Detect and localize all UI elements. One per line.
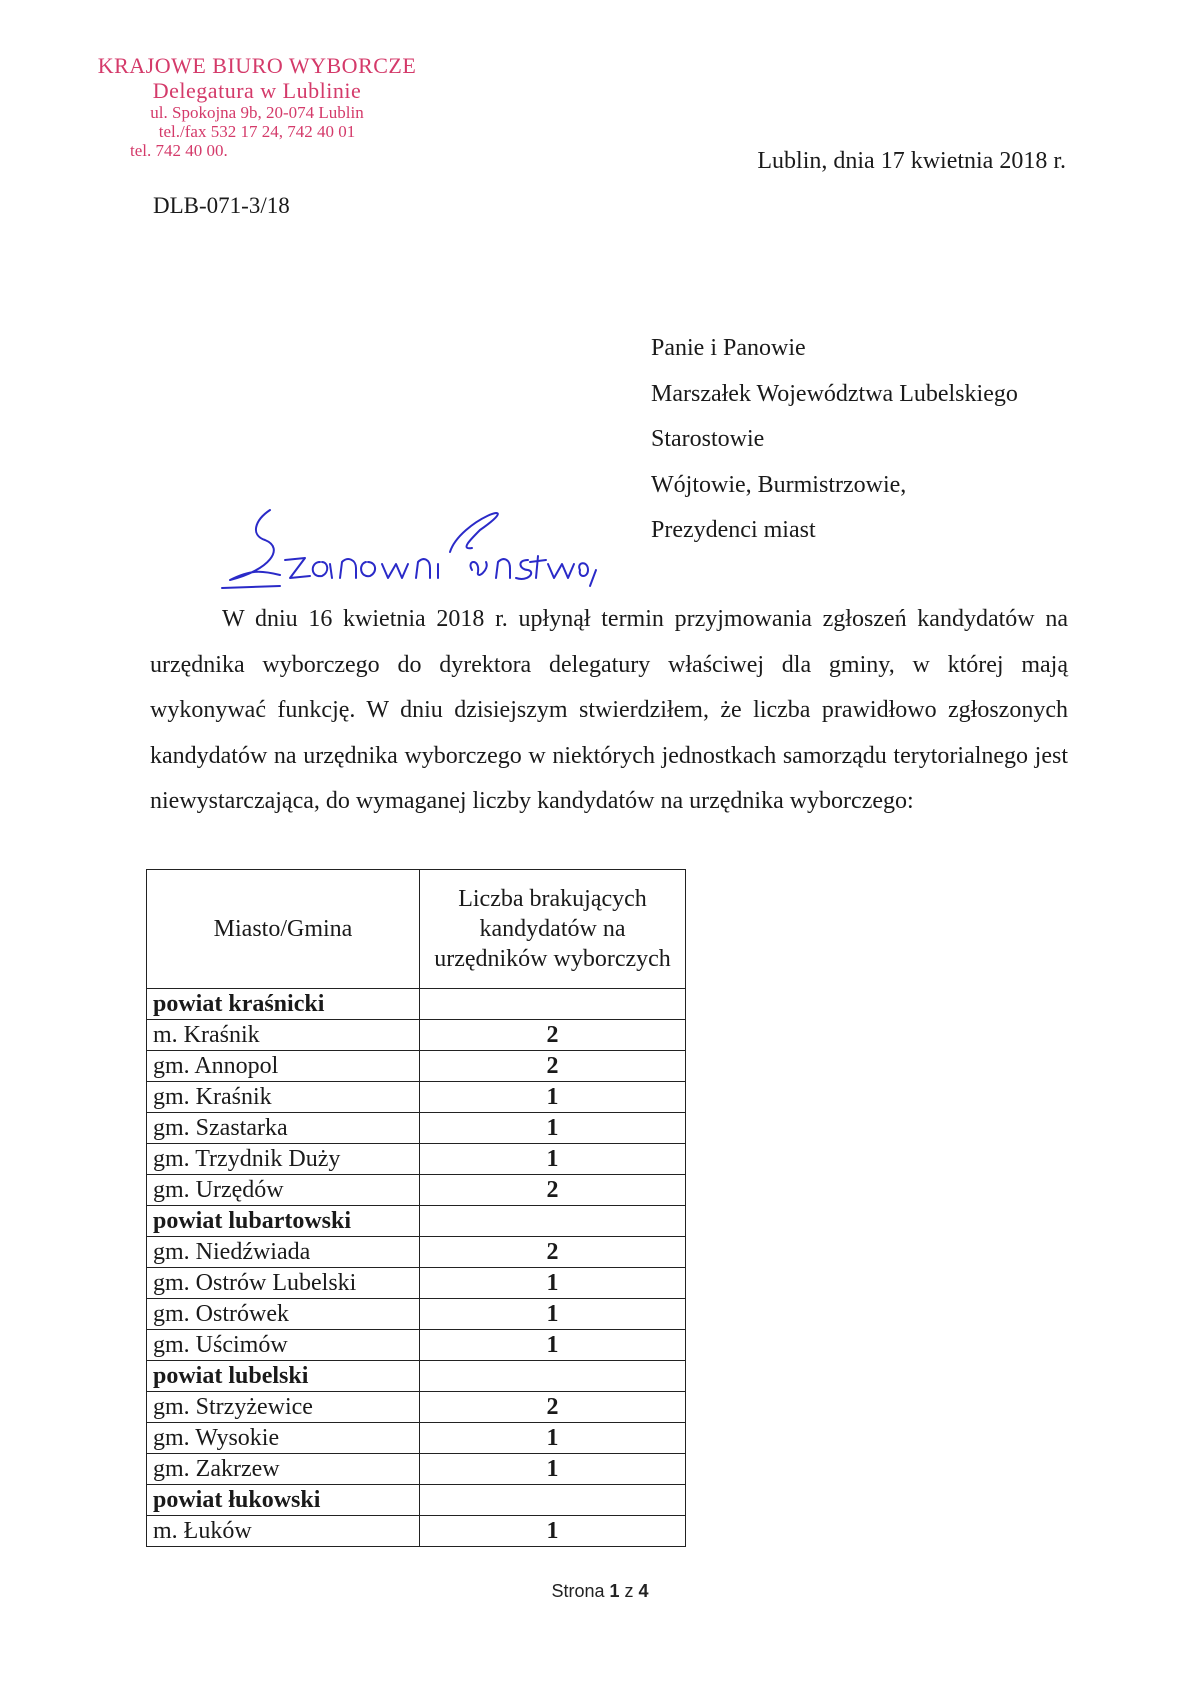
table-row [147,1144,686,1175]
table-row [147,1237,686,1268]
county-name: powiat lubelski [147,1361,420,1392]
table-row [147,1051,686,1082]
stamp-line-4: tel./fax 532 17 24, 742 40 01 [158,122,356,142]
stamp-line-3: ul. Spokojna 9b, 20-074 Lublin [150,103,364,123]
stamp-line-5: tel. 742 40 00. [130,141,228,161]
stamp-line-2: Delegatura w Lublinie [152,77,362,103]
missing-count: 1 [420,1113,686,1144]
missing-count [420,989,686,1020]
footer-total: 4 [638,1581,649,1601]
county-name: powiat kraśnicki [147,989,420,1020]
table-row [147,1454,686,1485]
table-group-row [147,1206,686,1237]
municipality-name: gm. Szastarka [147,1113,420,1144]
municipality-name: gm. Kraśnik [147,1082,420,1113]
table-row [147,1113,686,1144]
table-row [147,1330,686,1361]
municipality-name: gm. Ostrówek [147,1299,420,1330]
county-name: powiat łukowski [147,1485,420,1516]
missing-count: 1 [420,1082,686,1113]
table-group-row [147,1361,686,1392]
handwritten-greeting [210,500,600,600]
table-row [147,1175,686,1206]
missing-count: 2 [420,1392,686,1423]
missing-count: 1 [420,1516,686,1547]
table-body [147,989,686,1547]
table-row [147,1268,686,1299]
municipality-name: gm. Zakrzew [147,1454,420,1485]
recipient-line: Panie i Panowie [651,335,806,361]
footer-page: 1 [609,1581,620,1601]
candidates-table [146,869,686,1547]
table-group-row [147,989,686,1020]
table-row [147,1082,686,1113]
table-group-row [147,1485,686,1516]
body-paragraph [150,597,1068,825]
office-stamp [92,54,422,160]
recipient-line: Wójtowie, Burmistrzowie, [651,471,907,498]
table-header-row [147,870,686,989]
date-line: Lublin, dnia 17 kwietnia 2018 r. [757,148,1066,174]
table-row [147,1423,686,1454]
municipality-name: gm. Trzydnik Duży [147,1144,420,1175]
footer-word: Strona [551,1581,605,1601]
missing-count: 2 [420,1237,686,1268]
missing-count: 2 [420,1020,686,1051]
missing-count: 1 [420,1423,686,1454]
municipality-name: gm. Uścimów [147,1330,420,1361]
recipient-line: Prezydenci miast [651,517,816,543]
municipality-name: gm. Urzędów [147,1175,420,1206]
stamp-line-1: KRAJOWE BIURO WYBORCZE [97,53,417,78]
municipality-name: gm. Strzyżewice [147,1392,420,1423]
missing-count: 2 [420,1051,686,1082]
missing-count: 1 [420,1144,686,1175]
table-row [147,1392,686,1423]
body-text: W dniu 16 kwietnia 2018 r. upłynął termin przyjmowania zgłoszeń kandydatów na urzędnika wyborczego do dyrektora delegatury właściwej dla gminy, w której mają wykonywać funkcję. W dniu dzisiejszym stwierdziłem, że liczba prawidłowo zgłoszonych kandydatów na urzędnika wyborczego w niektórych jednostkach samorządu terytorialnego jest niewystarczająca, do wymaganej liczby kandydatów na urzędnika wyborczego: [150,606,1068,814]
municipality-name: gm. Niedźwiada [147,1237,420,1268]
column-header-city: Miasto/Gmina [147,870,420,989]
recipient-line: Marszałek Województwa Lubelskiego [651,380,1018,407]
missing-count [420,1361,686,1392]
municipality-name: m. Kraśnik [147,1020,420,1051]
missing-count [420,1206,686,1237]
missing-count: 1 [420,1268,686,1299]
missing-count: 1 [420,1330,686,1361]
reference-number: DLB-071-3/18 [153,193,290,218]
county-name: powiat lubartowski [147,1206,420,1237]
footer-sep: z [624,1581,634,1601]
missing-count: 1 [420,1454,686,1485]
recipients-block [651,326,1018,554]
table-row [147,1516,686,1547]
municipality-name: gm. Wysokie [147,1423,420,1454]
column-header-missing: Liczba brakujących kandydatów na urzędników wyborczych [420,870,686,989]
municipality-name: gm. Annopol [147,1051,420,1082]
recipient-line: Starostowie [651,426,765,452]
missing-count: 1 [420,1299,686,1330]
missing-count: 2 [420,1175,686,1206]
municipality-name: gm. Ostrów Lubelski [147,1268,420,1299]
table-row [147,1020,686,1051]
table-row [147,1299,686,1330]
municipality-name: m. Łuków [147,1516,420,1547]
missing-count [420,1485,686,1516]
page-footer [0,1581,1200,1602]
